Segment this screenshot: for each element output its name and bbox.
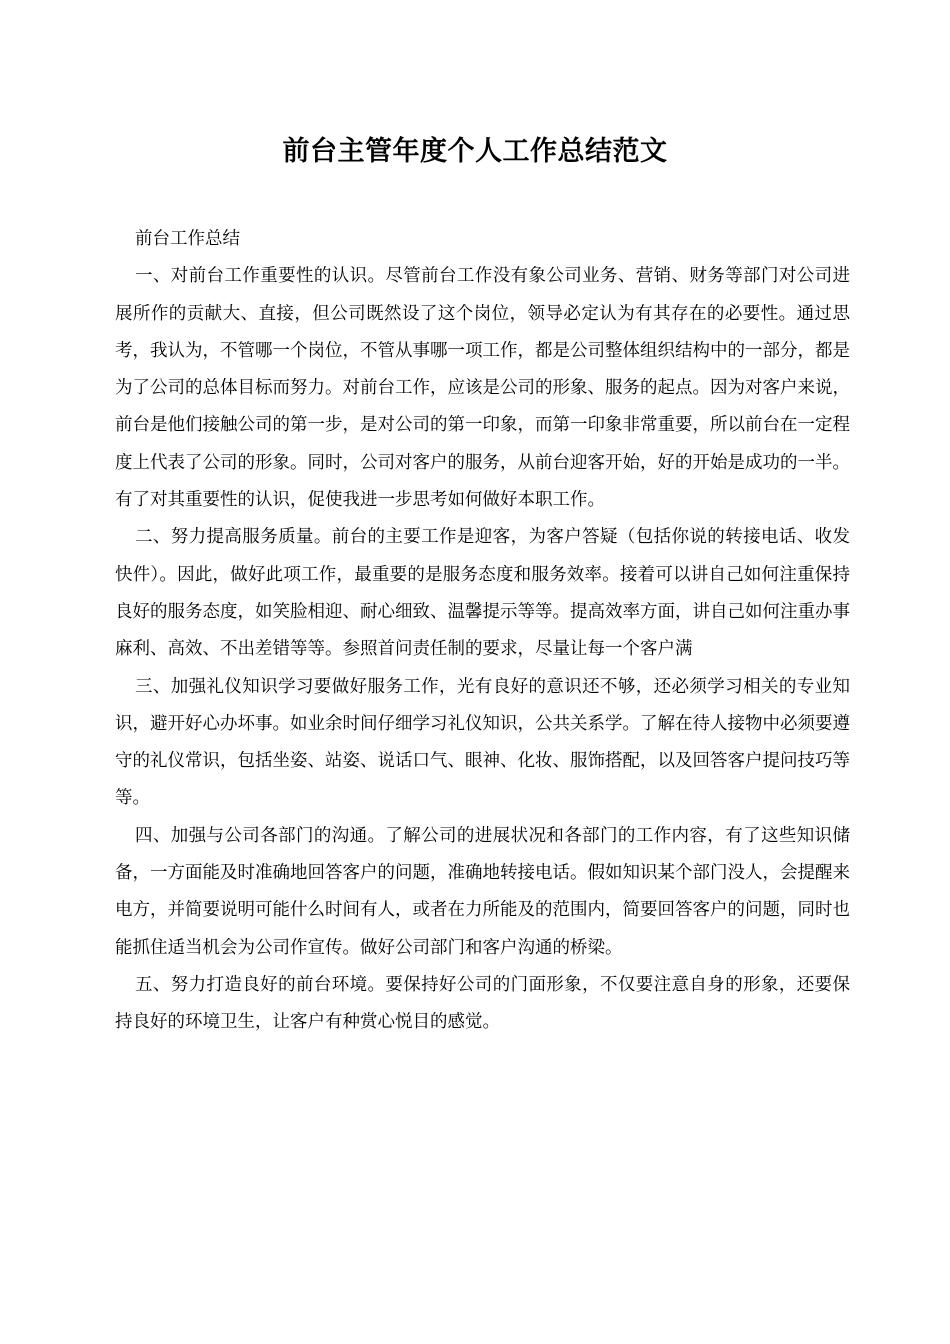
paragraph-service-quality: 二、努力提高服务质量。前台的主要工作是迎客，为客户答疑（包括你说的转接电话、收发快件）。因此，做好此项工作，最重要的是服务态度和服务效率。接着可以讲自己如何注重保持良好的服务态度，如笑脸相迎、耐心细致、温馨提示等等。提高效率方面，讲自己如何注重办事麻利、高效、不出差错等等。参照首问责任制的要求，尽量让每一个客户满 <box>115 527 850 660</box>
document-body <box>115 221 850 1042</box>
paragraph-environment: 五、努力打造良好的前台环境。要保持好公司的门面形象，不仅要注意自身的形象，还要保持良好的环境卫生，让客户有种赏心悦目的感觉。 <box>115 974 850 1033</box>
document-title: 前台主管年度个人工作总结范文 <box>282 136 668 167</box>
paragraph-importance: 一、对前台工作重要性的认识。尽管前台工作没有象公司业务、营销、财务等部门对公司进展所作的贡献大、直接，但公司既然设了这个岗位，领导必定认为有其存在的必要性。通过思考，我认为，不管哪一个岗位，不管从事哪一项工作，都是公司整体组织结构中的一部分，都是为了公司的总体目标而努力。对前台工作，应该是公司的形象、服务的起点。因为对客户来说，前台是他们接触公司的第一步，是对公司的第一印象，而第一印象非常重要，所以前台在一定程度上代表了公司的形象。同时，公司对客户的服务，从前台迎客开始，好的开始是成功的一半。有了对其重要性的认识，促使我进一步思考如何做好本职工作。 <box>115 266 850 511</box>
paragraph-communication: 四、加强与公司各部门的沟通。了解公司的进展状况和各部门的工作内容，有了这些知识储备，一方面能及时准确地回答客户的问题，准确地转接电话。假如知识某个部门没人，会提醒来电方，并简要说明可能什么时间有人，或者在力所能及的范围内，简要回答客户的问题，同时也能抓住适当机会为公司作宣传。做好公司部门和客户沟通的桥梁。 <box>115 825 850 958</box>
section-heading: 前台工作总结 <box>135 229 240 249</box>
paragraph-etiquette: 三、加强礼仪知识学习要做好服务工作，光有良好的意识还不够，还必须学习相关的专业知识，避开好心办坏事。如业余时间仔细学习礼仪知识，公共关系学。了解在待人接物中必须要遵守的礼仪常识，包括坐姿、站姿、说话口气、眼神、化妆、服饰搭配，以及回答客户提问技巧等等。 <box>115 676 850 809</box>
